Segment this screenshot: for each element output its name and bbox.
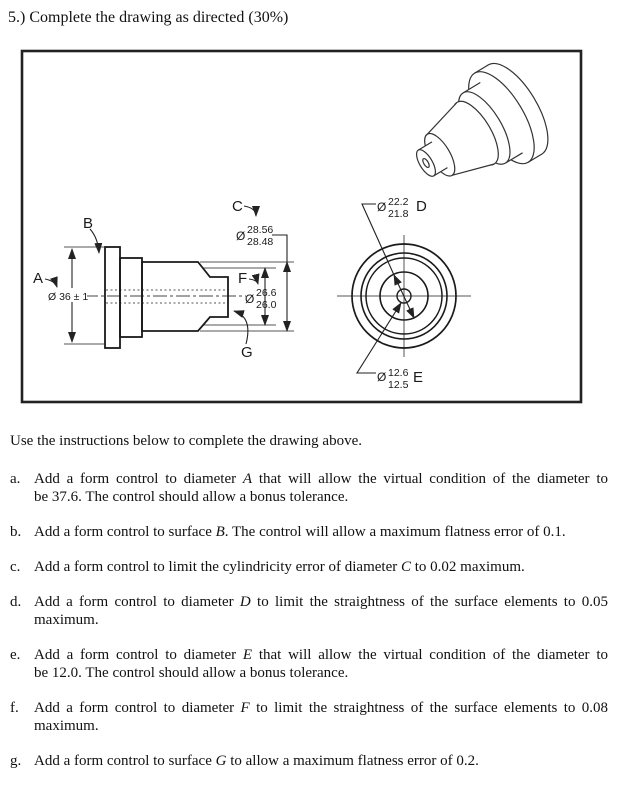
- dim-e-upper: 12.6: [388, 367, 409, 379]
- item-line: maximum.: [34, 612, 99, 628]
- instruction-item-a: [10, 470, 608, 506]
- instruction-item-e: [10, 646, 608, 682]
- dim-c-lower: 28.48: [247, 236, 274, 248]
- dim-flange-diameter: Ø 36 ± 1: [48, 291, 89, 303]
- item-line: be 37.6. The control should allow a bonus tolerance.: [34, 489, 349, 505]
- question-title: 5.) Complete the drawing as directed (30%): [8, 9, 289, 26]
- dia-symbol-e: Ø: [377, 370, 387, 384]
- item-line: maximum.: [34, 718, 99, 734]
- item-line: Add a form control to surface B. The control will allow a maximum flatness error of 0.1.: [34, 524, 566, 540]
- item-line: be 12.0. The control should allow a bonus tolerance.: [34, 665, 349, 681]
- dim-c-upper: 28.56: [247, 224, 274, 236]
- item-label: g.: [10, 753, 22, 769]
- instruction-item-b: [10, 523, 608, 541]
- dia-symbol-f: Ø: [245, 292, 255, 306]
- dia-symbol-c: Ø: [236, 229, 246, 243]
- item-label: e.: [10, 647, 21, 663]
- item-label: d.: [10, 594, 22, 610]
- item-line: Add a form control to diameter F to limit the straightness of the surface elements to 0.08: [34, 700, 608, 716]
- instruction-item-f: [10, 699, 608, 735]
- item-line: Add a form control to diameter E that will allow the virtual condition of the diameter to: [34, 647, 608, 663]
- item-label: c.: [10, 559, 21, 575]
- instructions-block: [10, 432, 608, 787]
- item-line: Add a form control to diameter A that will allow the virtual condition of the diameter to: [34, 471, 608, 487]
- dim-d-lower: 21.8: [388, 208, 409, 220]
- dim-d-upper: 22.2: [388, 196, 409, 208]
- item-line: Add a form control to surface G to allow a maximum flatness error of 0.2.: [34, 753, 479, 769]
- label-b: B: [83, 215, 94, 232]
- item-line: Add a form control to limit the cylindricity error of diameter C to 0.02 maximum.: [34, 559, 525, 575]
- instructions-intro: Use the instructions below to complete the drawing above.: [10, 433, 362, 449]
- dim-f-upper: 26.6: [256, 287, 277, 299]
- item-label: b.: [10, 524, 22, 540]
- dim-f-lower: 26.0: [256, 299, 277, 311]
- item-label: f.: [10, 700, 19, 716]
- label-e: E: [413, 369, 424, 386]
- label-f: F: [238, 270, 248, 287]
- instruction-item-c: [10, 558, 608, 576]
- label-g: G: [241, 344, 253, 361]
- instruction-item-d: [10, 593, 608, 629]
- label-a: A: [33, 270, 44, 287]
- dia-symbol-d: Ø: [377, 200, 387, 214]
- item-line: Add a form control to diameter D to limit the straightness of the surface elements to 0.05: [34, 594, 608, 610]
- instruction-item-g: [10, 752, 608, 770]
- item-label: a.: [10, 471, 21, 487]
- label-c: C: [232, 198, 243, 215]
- label-d: D: [416, 198, 427, 215]
- dim-e-lower: 12.5: [388, 379, 409, 391]
